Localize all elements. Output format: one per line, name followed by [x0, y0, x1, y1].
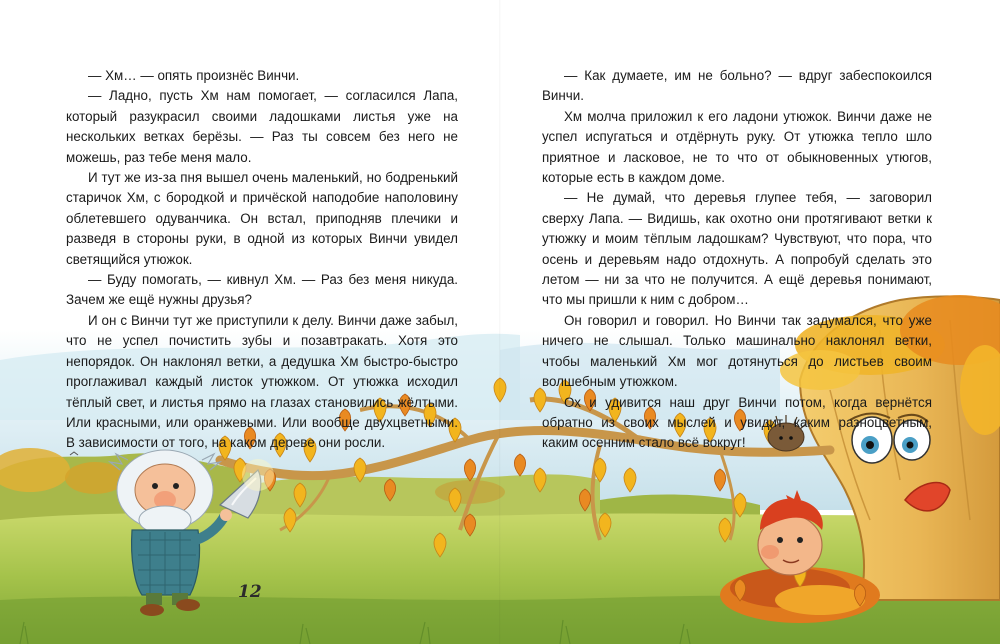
paragraph: Он говорил и говорил. Но Винчи так задумался, что уже ничего не слышал. Только машинально наклонял ветки, чтобы маленький Хм мог дотянуться до листьев своим волшебным утюжком. — [542, 312, 932, 390]
page-number: 12 — [238, 582, 262, 602]
paragraph: И тут же из-за пня вышел очень маленький, но бодренький старичок Хм, с бородкой и причёской наподобие наполовину облетевшего одуванчика. Он встал, приподняв плечики и разведя в стороны руки, в одной из которых Винчи увидел светящийся утюжок. — [66, 170, 458, 267]
left-page-text — [66, 66, 458, 454]
paragraph: — Как думаете, им не больно? — вдруг забеспокоился Винчи. — [542, 68, 932, 104]
paragraph: И он с Винчи тут же приступили к делу. Винчи даже забыл, что не успел почистить зубы и позавтракать. Хотя это непорядок. Он наклонял ветки, а дедушка Хм быстро-быстро проглаживал каждый листок утюжком. От утюжка исходил тёплый свет, и листья прямо на глазах становились жёлтыми. Или красными, или оранжевыми. Или вообще двухцветными. В зависимости от того, на каком дереве они росли. — [66, 312, 458, 451]
paragraph: Ох и удивится наш друг Винчи потом, когда вернётся обратно из своих мыслей и увидит, каким разноцветным, каким осенним стало всё вокруг! — [542, 394, 932, 451]
paragraph: — Хм… — опять произнёс Винчи. — [88, 68, 300, 83]
paragraph: — Не думай, что деревья глупее тебя, — заговорил сверху Лапа. — Видишь, как охотно они протягивают ветки к утюжку и моим тёплым ладошкам? Чувствуют, что пора, что осень и деревьям надо отдохнуть. А попробуй сделать это летом — ни за что не получится. А ещё деревья понимают, что мы пришли к ним с добром… — [542, 190, 932, 308]
paragraph: — Буду помогать, — кивнул Хм. — Раз без меня никуда. Зачем же ещё нужны друзья? — [66, 272, 458, 308]
paragraph: Хм молча приложил к его ладони утюжок. Винчи даже не успел испугаться и отдёрнуть руку. От утюжка тепло шло приятное и ласковое, не то что от обыкновенных утюгов, которые есть в каждом доме. — [542, 108, 932, 186]
paragraph: — Ладно, пусть Хм нам помогает, — согласился Лапа, который разукрасил своими ладошками листья уже на нескольких ветках берёзы. — Раз ты совсем без него не можешь, раз тебе меня мало. — [66, 88, 458, 165]
right-page-text — [542, 66, 932, 454]
gutter-shadow — [499, 0, 501, 644]
